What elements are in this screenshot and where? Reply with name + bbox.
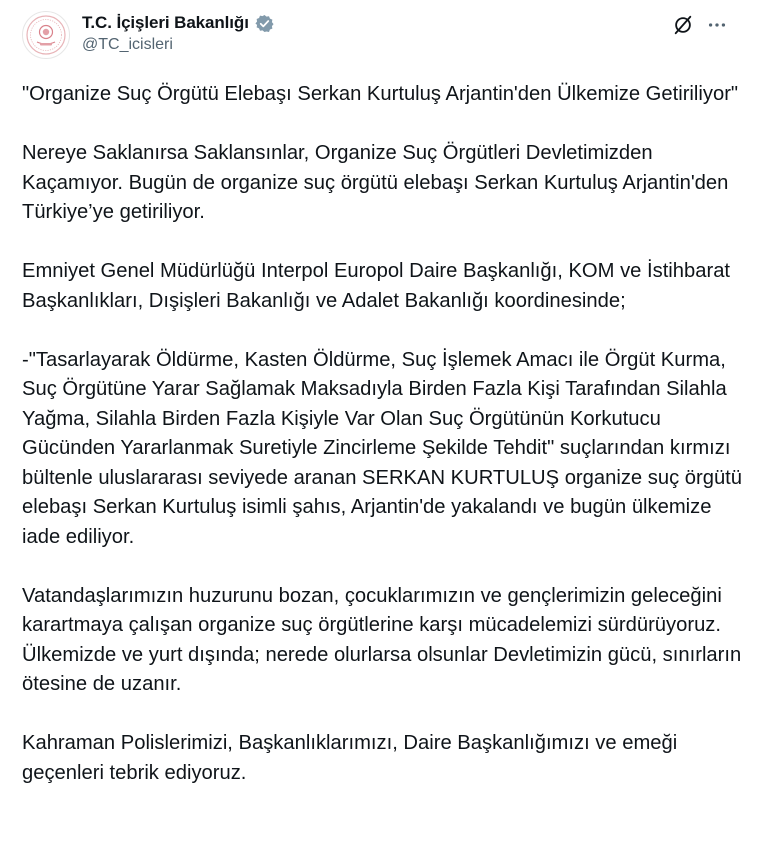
post-paragraph: Kahraman Polislerimizi, Başkanlıklarımızı, Daire Başkanlığımızı ve emeği geçenleri tebrik ediyoruz. xyxy=(22,732,678,784)
post-paragraph: Vatandaşlarımızın huzurunu bozan, çocuklarımızın ve gençlerimizin geleceğini karartmaya çalışan organize suç örgütlerine karşı mücadelemizi sürdürüyoruz. Ülkemizde ve yurt dışında; nerede olurlarsa olsunlar Devletimizin gücü, sınırların ötesine de uzanır. xyxy=(22,584,742,695)
post-text xyxy=(22,80,752,788)
verified-badge-icon xyxy=(255,14,274,33)
author-display-name[interactable]: T.C. İçişleri Bakanlığı xyxy=(82,13,249,32)
post-paragraph: Nereye Saklanırsa Saklansınlar, Organize Suç Örgütleri Devletimizden Kaçamıyor. Bugün de organize suç örgütü elebaşı Serkan Kurtuluş Arjantin'den Türkiye’ye getiriliyor. xyxy=(22,142,729,223)
grok-button[interactable] xyxy=(670,12,696,38)
more-options-button[interactable] xyxy=(704,12,730,38)
author-handle[interactable]: @TC_icisleri xyxy=(82,36,173,53)
post-paragraph: "Organize Suç Örgütü Elebaşı Serkan Kurtuluş Arjantin'den Ülkemize Getiriliyor" xyxy=(22,83,739,105)
post-header xyxy=(0,0,767,70)
ministry-emblem-icon xyxy=(23,12,69,58)
post-paragraph: Emniyet Genel Müdürlüğü Interpol Europol Daire Başkanlığı, KOM ve İstihbarat Başkanlıkları, Dışişleri Bakanlığı ve Adalet Bakanlığı koordinesinde; xyxy=(22,260,731,312)
author-name-row[interactable] xyxy=(82,11,274,35)
grok-slash-icon xyxy=(672,14,694,36)
avatar[interactable] xyxy=(22,11,70,59)
more-dots-icon xyxy=(706,14,728,36)
post-paragraph: -"Tasarlayarak Öldürme, Kasten Öldürme, Suç İşlemek Amacı ile Örgüt Kurma, Suç Örgütüne Yarar Sağlamak Maksadıyla Birden Fazla Kişi Tarafından Silahla Yağma, Silahla Birden Fazla Kişiyle Var Olan Suç Örgütünün Korkutucu Gücünden Yararlanmak Suretiyle Zincirleme Şekilde Tehdit" suçlarından kırmızı bültenle uluslararası seviyede aranan SERKAN KURTULUŞ organize suç örgütü elebaşı Serkan Kurtuluş isimli şahıs, Arjantin'de yakalandı ve bugün ülkemize iade ediliyor. xyxy=(22,348,743,548)
